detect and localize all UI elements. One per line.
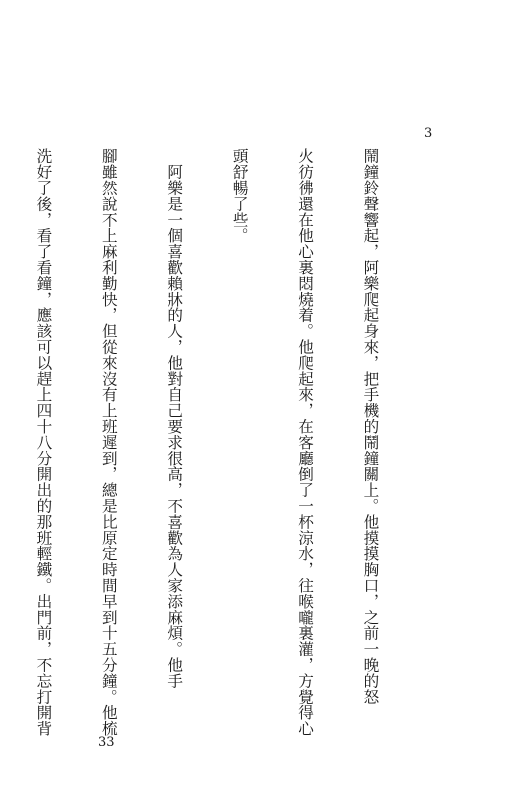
text-column: 阿樂是一個喜歡賴牀的人，他對自己要求很高，不喜歡為人家添麻煩。他手 bbox=[165, 148, 184, 689]
text-column: 鬧鐘鈴聲響起，阿樂爬起身來，把手機的鬧鐘關上。他摸摸胸口，之前一晚的怒 bbox=[361, 148, 380, 705]
page-number: 33 bbox=[98, 735, 115, 750]
text-column: 洗好了後，看了看鐘，應該可以趕上四十八分開出的那班輕鐵。出門前，不忘打開背 bbox=[34, 148, 53, 737]
text-column: 火彷彿還在他心裏悶燒着。他爬起來，在客廳倒了一杯涼水，往喉嚨裏灌，方覺得心 bbox=[296, 148, 315, 737]
text-column: 腳雖然說不上麻利勤快，但從來沒有上班遲到，總是比原定時間早到十五分鐘。他梳 bbox=[99, 148, 118, 737]
vertical-text-body bbox=[34, 148, 424, 737]
text-column: 頭舒暢了些。 bbox=[230, 148, 249, 244]
chapter-number: 3 bbox=[424, 126, 433, 141]
